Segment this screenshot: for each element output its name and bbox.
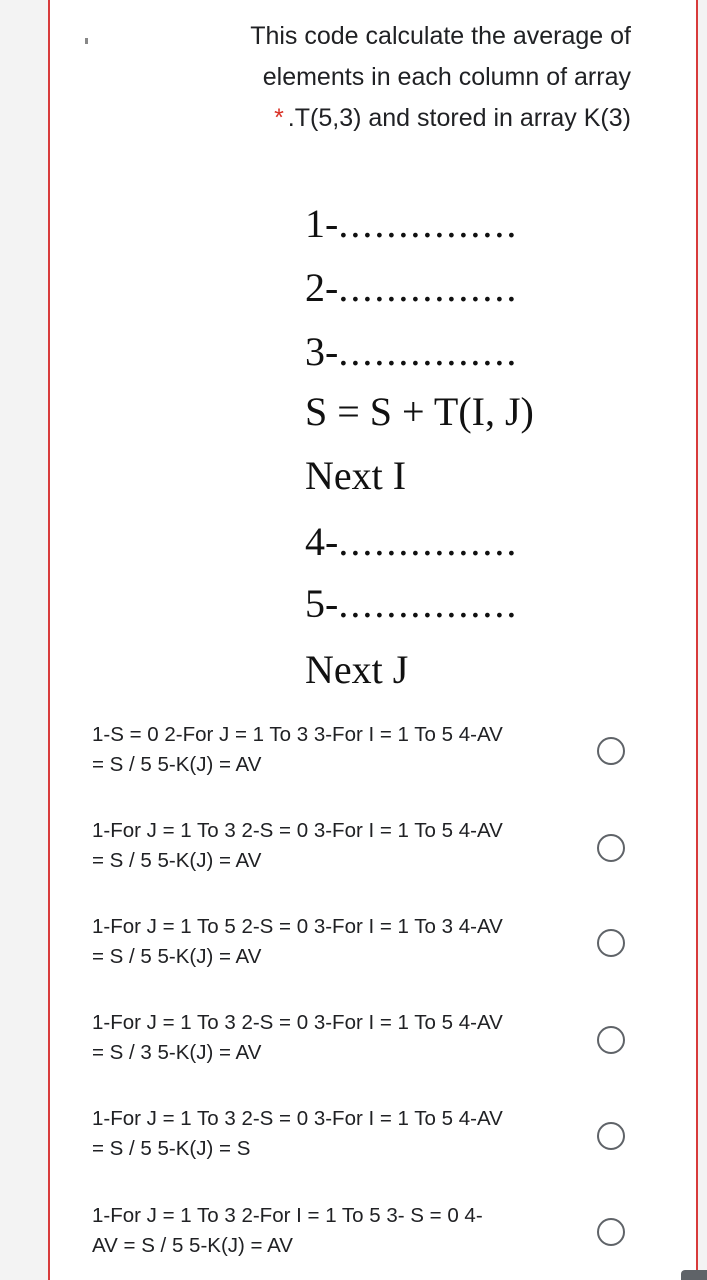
option-4-label[interactable] — [92, 1008, 582, 1068]
option-6-line-2: AV = S / 5 5-K(J) = AV — [92, 1234, 293, 1257]
code-line-4 — [305, 518, 518, 565]
code-line-3 — [305, 328, 518, 375]
option-3-line-2: = S / 5 5-K(J) = AV — [92, 945, 262, 968]
question-title-line-3-text: .T(5,3) and stored in array K(3) — [287, 104, 631, 132]
edge-mark — [85, 38, 88, 44]
code-step-3: 3- — [305, 329, 339, 374]
option-6-line-1: 1-For J = 1 To 3 2-For I = 1 To 5 3- S = 0 4- — [92, 1204, 483, 1227]
code-line-1 — [305, 200, 518, 247]
option-2-label[interactable] — [92, 816, 582, 876]
code-step-1: 1- — [305, 201, 339, 246]
option-6-radio[interactable] — [597, 1218, 625, 1246]
option-2-radio[interactable] — [597, 834, 625, 862]
option-5-radio[interactable] — [597, 1122, 625, 1150]
option-2-line-1: 1-For J = 1 To 3 2-S = 0 3-For I = 1 To 5 4-AV — [92, 819, 503, 842]
code-blank-5: ............... — [338, 581, 519, 626]
code-blank-2: ............... — [338, 265, 519, 310]
code-line-sum: S = S + T(I, J) — [305, 389, 534, 434]
option-3-label[interactable] — [92, 912, 582, 972]
code-line-2 — [305, 264, 518, 311]
code-step-2: 2- — [305, 265, 339, 310]
question-title-line-1: This code calculate the average of — [250, 22, 631, 50]
required-asterisk: * — [274, 104, 284, 132]
option-1-radio[interactable] — [597, 737, 625, 765]
code-line-next-i: Next I — [305, 453, 407, 498]
question-card — [48, 0, 698, 1280]
option-5-label[interactable] — [92, 1104, 582, 1164]
option-1-line-1: 1-S = 0 2-For J = 1 To 3 3-For I = 1 To 5 4-AV — [92, 723, 503, 746]
option-1-line-2: = S / 5 5-K(J) = AV — [92, 753, 262, 776]
option-3-radio[interactable] — [597, 929, 625, 957]
option-5-line-2: = S / 5 5-K(J) = S — [92, 1137, 251, 1160]
option-5-line-1: 1-For J = 1 To 3 2-S = 0 3-For I = 1 To 5 4-AV — [92, 1107, 503, 1130]
option-1-label[interactable] — [92, 720, 582, 780]
code-line-5 — [305, 580, 518, 627]
code-blank-4: ............... — [338, 519, 519, 564]
code-line-next-j: Next J — [305, 647, 409, 692]
option-2-line-2: = S / 5 5-K(J) = AV — [92, 849, 262, 872]
option-6-label[interactable] — [92, 1201, 582, 1261]
code-blank-3: ............... — [338, 329, 519, 374]
option-4-line-1: 1-For J = 1 To 3 2-S = 0 3-For I = 1 To 5 4-AV — [92, 1011, 503, 1034]
option-3-line-1: 1-For J = 1 To 5 2-S = 0 3-For I = 1 To 3 4-AV — [92, 915, 503, 938]
code-step-5: 5- — [305, 581, 339, 626]
question-title-line-2: elements in each column of array — [262, 63, 631, 91]
option-4-radio[interactable] — [597, 1026, 625, 1054]
corner-tab — [681, 1270, 707, 1280]
question-title-line-3 — [274, 104, 631, 133]
code-blank-1: ............... — [338, 201, 519, 246]
option-4-line-2: = S / 3 5-K(J) = AV — [92, 1041, 262, 1064]
code-step-4: 4- — [305, 519, 339, 564]
